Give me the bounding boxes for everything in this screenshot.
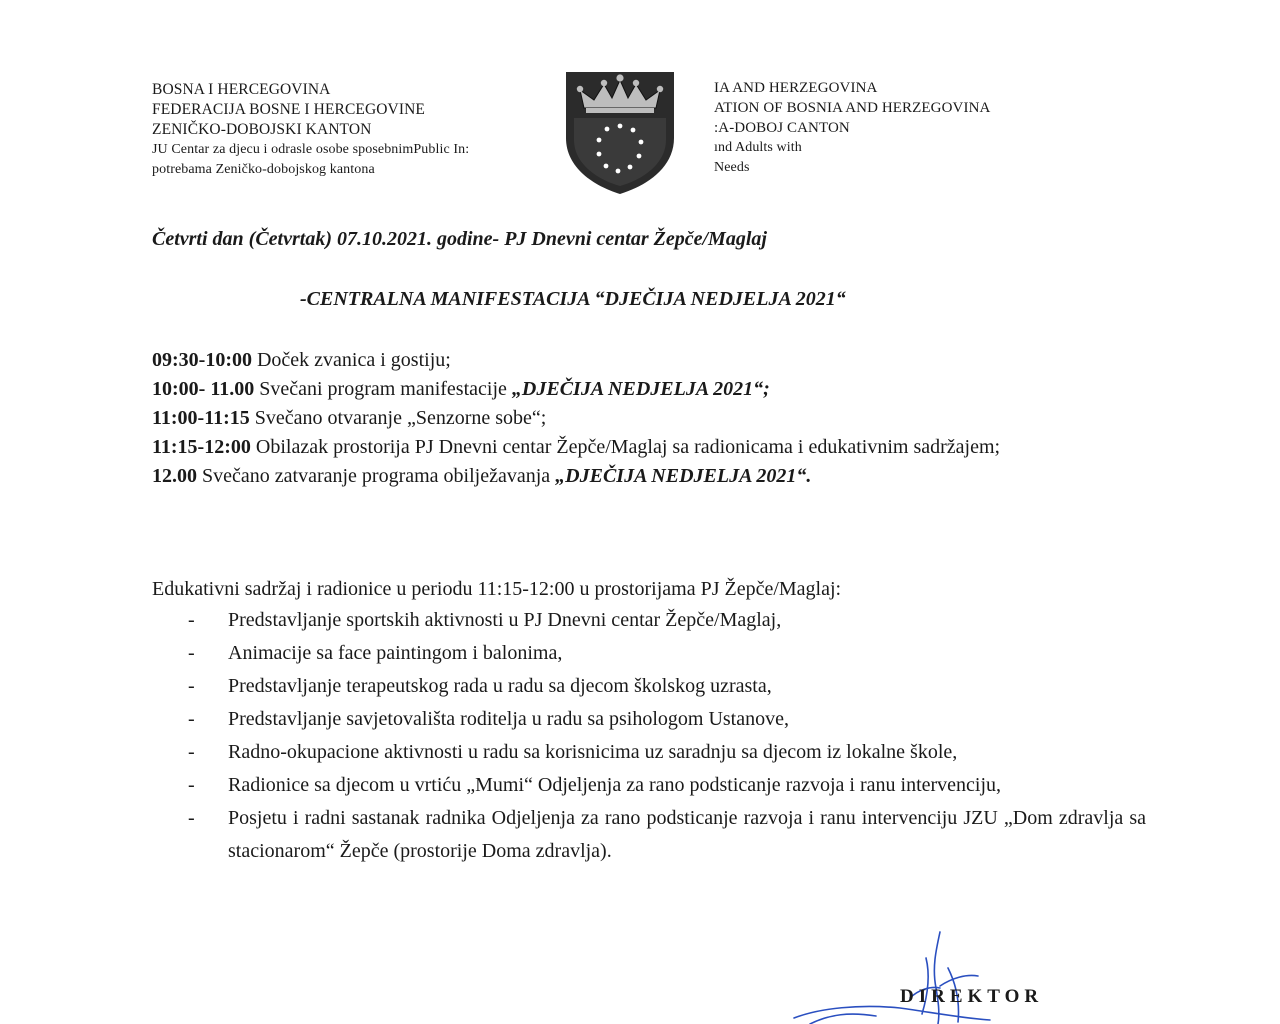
- schedule-text: Svečano otvaranje „Senzorne sobe“;: [249, 407, 547, 429]
- schedule-text: Doček zvanica i gostiju;: [251, 349, 451, 371]
- list-item: [152, 604, 1146, 637]
- schedule-text: Svečani program manifestacije: [254, 378, 512, 400]
- schedule-time: 10:00- 11.00: [152, 378, 255, 400]
- education-list: [152, 604, 1146, 868]
- letterhead-country-en: IA AND HERZEGOVINA: [714, 80, 878, 96]
- list-item-text: Radionice sa djecom u vrtiću „Mumi“ Odjeljenja za rano podsticanje razvoja i ranu intervenciju,: [228, 774, 1002, 796]
- schedule-time: 09:30-10:00: [152, 349, 252, 371]
- list-item: [152, 736, 1146, 769]
- schedule-item: [152, 346, 1146, 375]
- list-item-text: Predstavljanje sportskih aktivnosti u PJ Dnevni centar Žepče/Maglaj,: [228, 609, 782, 631]
- bullet-dash: -: [188, 609, 195, 631]
- letterhead-federation: FEDERACIJA BOSNE I HERCEGOVINE: [152, 101, 425, 118]
- list-item-text: Posjetu i radni sastanak radnika Odjeljenja za rano podsticanje razvoja i ranu intervenciju JZU „Dom zdravlja sa stacionarom“ Žepče (prostorije Doma zdravlja).: [228, 807, 1146, 862]
- signatory-title: DIREKTOR: [900, 986, 1044, 1007]
- schedule-item: [152, 462, 1146, 491]
- letterhead-right: [714, 78, 1054, 178]
- schedule-emphasis: „DJEČIJA NEDJELJA 2021“.: [555, 465, 812, 487]
- list-item-text: Radno-okupacione aktivnosti u radu sa korisnicima uz saradnju sa djecom iz lokalne škole,: [228, 741, 958, 763]
- bullet-dash: -: [188, 642, 195, 664]
- schedule: [152, 346, 1146, 491]
- letterhead-canton-en: :A-DOBOJ CANTON: [714, 120, 850, 136]
- list-item-text: Predstavljanje savjetovališta roditelja u radu sa psihologom Ustanove,: [228, 708, 789, 730]
- list-item: [152, 670, 1146, 703]
- bullet-dash: -: [188, 807, 195, 829]
- bullet-dash: -: [188, 708, 195, 730]
- list-item: [152, 637, 1146, 670]
- bullet-dash: -: [188, 741, 195, 763]
- schedule-time: 11:00-11:15: [152, 407, 250, 429]
- letterhead-institution-cont: potrebama Zeničko-dobojskog kantona: [152, 161, 375, 177]
- schedule-item: [152, 375, 1146, 404]
- schedule-item: [152, 433, 1146, 462]
- letterhead-left: [152, 80, 524, 179]
- event-heading: -CENTRALNA MANIFESTACIJA “DJEČIJA NEDJELJA 2021“: [300, 288, 846, 310]
- bullet-dash: -: [188, 774, 195, 796]
- list-item: [152, 802, 1146, 868]
- bullet-dash: -: [188, 675, 195, 697]
- schedule-text: Svečano zatvaranje programa obilježavanja: [197, 465, 556, 487]
- coat-of-arms-icon: [560, 68, 680, 196]
- education-intro: Edukativni sadržaj i radionice u periodu 11:15-12:00 u prostorijama PJ Žepče/Maglaj:: [152, 578, 842, 600]
- letterhead-federation-en: ATION OF BOSNIA AND HERZEGOVINA: [714, 100, 991, 116]
- list-item: [152, 769, 1146, 802]
- schedule-text: Obilazak prostorija PJ Dnevni centar Žepče/Maglaj sa radionicama i edukativnim sadržajem;: [250, 436, 1001, 458]
- list-item-text: Predstavljanje terapeutskog rada u radu sa djecom školskog uzrasta,: [228, 675, 772, 697]
- letterhead-country: BOSNA I HERCEGOVINA: [152, 81, 331, 98]
- schedule-emphasis: „DJEČIJA NEDJELJA 2021“;: [511, 378, 770, 400]
- day-heading: Četvrti dan (Četvrtak) 07.10.2021. godine- PJ Dnevni centar Žepče/Maglaj: [152, 228, 767, 250]
- letterhead-institution-en: ınd Adults with: [714, 140, 802, 155]
- list-item: [152, 703, 1146, 736]
- schedule-time: 11:15-12:00: [152, 436, 251, 458]
- schedule-item: [152, 404, 1146, 433]
- schedule-time: 12.00: [152, 465, 197, 487]
- letterhead-canton: ZENIČKO-DOBOJSKI KANTON: [152, 121, 372, 138]
- letterhead-institution: JU Centar za djecu i odrasle osobe sposebnimPublic In:: [152, 142, 470, 157]
- list-item-text: Animacije sa face paintingom i balonima,: [228, 642, 563, 664]
- letterhead-institution-en-cont: Needs: [714, 160, 750, 175]
- handwritten-signature: [790, 928, 1010, 1024]
